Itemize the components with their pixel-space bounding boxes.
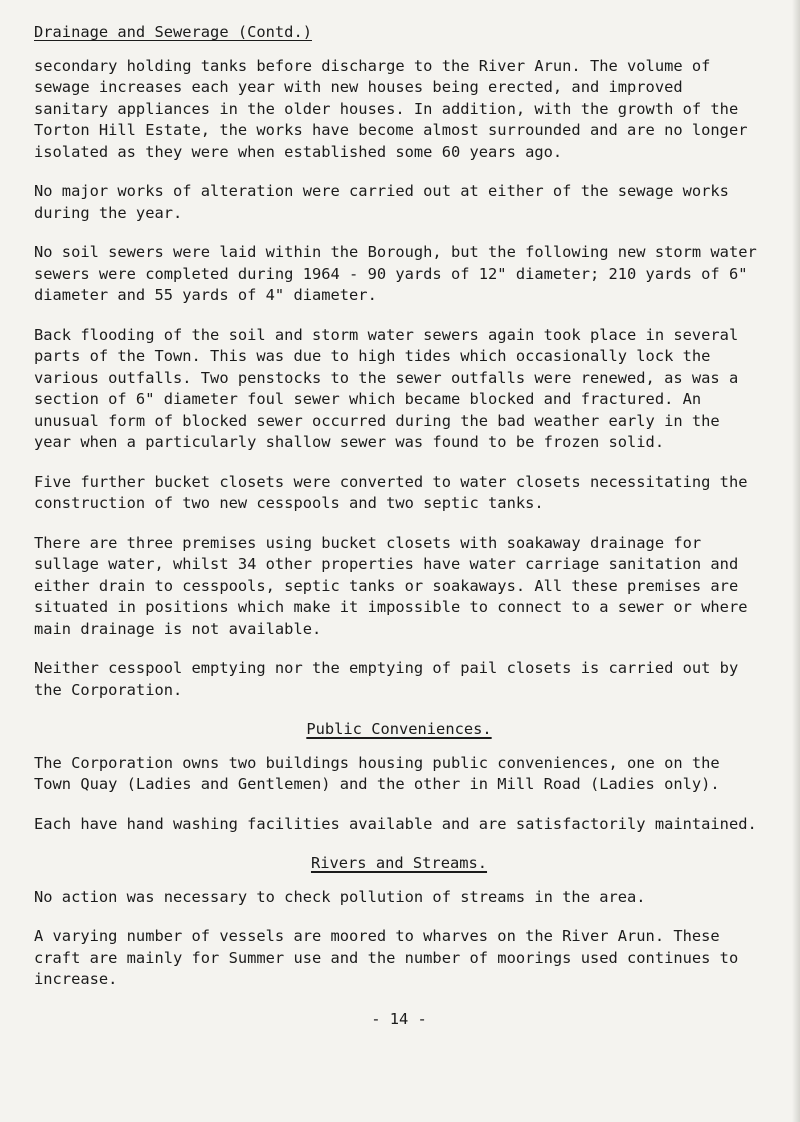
section-heading-text: Rivers and Streams. bbox=[310, 854, 488, 872]
paragraph: Back flooding of the soil and storm water sewers again took place in several parts of the Town. This was due to high tides which occasionally lock the various outfalls. Two penstocks to the sewer outfalls were renewed, as was a section of 6" diameter foul sewer which became blocked and fractured. An unusual form of blocked sewer occurred during the bad weather early in the year when a particularly shallow sewer was found to be frozen solid. bbox=[34, 325, 739, 451]
paragraph: secondary holding tanks before discharge to the River Arun. The volume of sewage increases each year with new houses being erected, and improved sanitary appliances in the older houses. In addition, with the growth of the Torton Hill Estate, the works have become almost surrounded and are no longer isolated as they were when established some 60 years ago. bbox=[34, 56, 748, 161]
page-edge-shadow bbox=[792, 0, 800, 1122]
paragraph: No soil sewers were laid within the Borough, but the following new storm water sewers were completed during 1964 - 90 yards of 12" diameter; 210 yards of 6" diameter and 55 yards of 4" diameter. bbox=[34, 243, 757, 304]
paragraph: No major works of alteration were carried out at either of the sewage works during the year. bbox=[34, 182, 729, 222]
section-heading-rivers-streams bbox=[34, 853, 764, 875]
paragraph: No action was necessary to check pollution of streams in the area. bbox=[34, 887, 646, 906]
paragraph: The Corporation owns two buildings housing public conveniences, one on the Town Quay (Ladies and Gentlemen) and the other in Mill Road (Ladies only). bbox=[34, 753, 720, 793]
paragraph: There are three premises using bucket closets with soakaway drainage for sullage water, whilst 34 other properties have water carriage sanitation and either drain to cesspools, septic tanks or soakaways. All these premises are situated in positions which make it impossible to connect to a sewer or where main drainage is not available. bbox=[34, 533, 748, 638]
section-heading-public-conveniences bbox=[34, 719, 764, 741]
paragraph: Each have hand washing facilities available and are satisfactorily maintained. bbox=[34, 814, 757, 833]
section-heading-text: Public Conveniences. bbox=[306, 720, 492, 738]
page-header bbox=[34, 22, 764, 44]
paragraph: Neither cesspool emptying nor the emptying of pail closets is carried out by the Corporation. bbox=[34, 659, 739, 699]
paragraph: Five further bucket closets were converted to water closets necessitating the construction of two new cesspools and two septic tanks. bbox=[34, 472, 748, 512]
header-text: Drainage and Sewerage (Contd.) bbox=[34, 23, 312, 41]
paragraph: A varying number of vessels are moored to wharves on the River Arun. These craft are mainly for Summer use and the number of moorings used continues to increase. bbox=[34, 927, 739, 988]
page-number: - 14 - bbox=[371, 1009, 427, 1028]
